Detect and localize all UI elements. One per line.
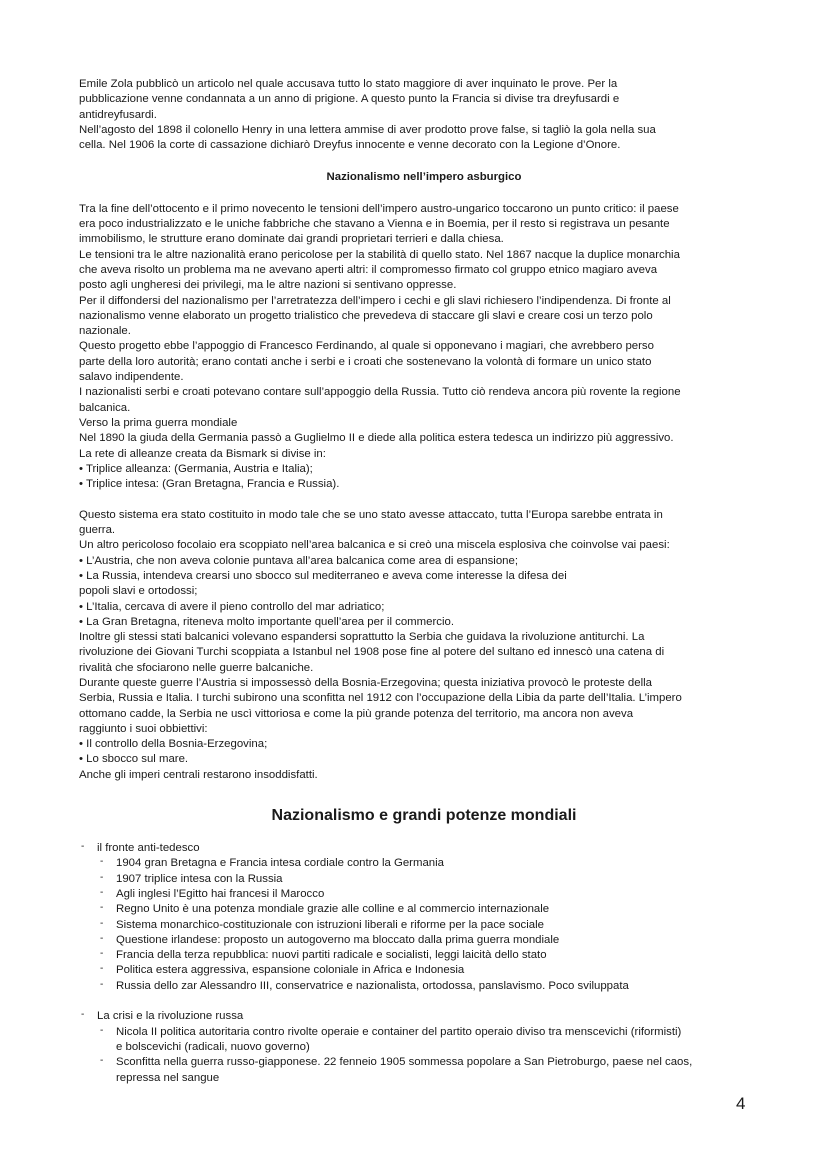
text-line: • Il controllo della Bosnia-Erzegovina;	[79, 738, 268, 751]
text-line: era poco industrializzato e le uniche fabbriche che stavano a Vienna e in Boemia, per il resto si registrava un pesante	[79, 218, 670, 231]
text-line: nazionale.	[79, 325, 131, 338]
sub-list-item	[79, 887, 769, 902]
text-line: Un altro pericoloso focolaio era scoppiato nell’area balcanica e si creò una miscela esplosiva che coinvolse vai paesi:	[79, 539, 670, 552]
sub-list-item-text: e bolscevichi (radicali, nuovo governo)	[116, 1040, 310, 1053]
text-line: cella. Nel 1906 la corte di cassazione dichiarò Dreyfus innocente e venne decorato con la Legione d’Onore.	[79, 139, 621, 152]
text-line: Emile Zola pubblicò un articolo nel quale accusava tutto lo stato maggiore di aver inquinato le prove. Per la	[79, 78, 618, 90]
text-line: • Triplice intesa: (Gran Bretagna, Francia e Russia).	[79, 478, 340, 491]
list-item	[79, 1009, 769, 1024]
dash-bullet-icon: -	[100, 1024, 104, 1036]
sub-list-item	[79, 948, 769, 963]
text-line: • La Gran Bretagna, riteneva molto importante quell’area per il commercio.	[79, 615, 454, 628]
dash-bullet-icon: -	[100, 932, 104, 944]
text-line: Per il diffondersi del nazionalismo per l’arretratezza dell’impero i cechi e gli slavi richiesero l’indipendenza. Di fronte al	[79, 294, 671, 307]
sub-list-item-text: Russia dello zar Alessandro III, conservatrice e nazionalista, ortodossa, panslavismo. Poco sviluppata	[116, 979, 629, 992]
text-line: Questo sistema era stato costituito in modo tale che se uno stato avesse attaccato, tutta l’Europa sarebbe entrata in	[79, 508, 663, 521]
dash-bullet-icon: -	[100, 871, 104, 883]
section-body-a	[79, 202, 769, 493]
sub-list-item	[79, 856, 769, 871]
text-line: Durante queste guerre l’Austria si impossessò della Bosnia-Erzegovina; questa iniziativa provocò le proteste della	[79, 676, 653, 689]
dash-bullet-icon: -	[100, 856, 104, 868]
text-line: nazionalismo venne elaborato un progetto trialistico che prevedeva di staccare gli slavi e creare cosi un terzo polo	[79, 309, 653, 322]
text-line: rivoluzione dei Giovani Turchi scoppiata a Istanbul nel 1908 pose fine al potere del sultano ed innescò una catena di	[79, 646, 665, 659]
sub-list-item	[79, 918, 769, 933]
text-line: I nazionalisti serbi e croati potevano contare sull’appoggio della Russia. Tutto ciò rendeva ancora più rovente la regione	[79, 386, 681, 399]
sub-list-item	[79, 1071, 769, 1086]
dash-bullet-icon: -	[81, 1009, 85, 1021]
text-line: Verso la prima guerra mondiale	[79, 416, 238, 429]
text-line: Anche gli imperi centrali restarono insoddisfatti.	[79, 768, 318, 781]
text-line: raggiunto i suoi obbiettivi:	[79, 722, 208, 735]
sub-list-item-text: Sistema monarchico-costituzionale con istruzioni liberali e riforme per la pace sociale	[116, 918, 544, 931]
text-line: • L’Austria, che non aveva colonie puntava all’area balcanica come area di espansione;	[79, 554, 519, 567]
sub-list-item-text: Questione irlandese: proposto un autogoverno ma bloccato dalla prima guerra mondiale	[116, 933, 560, 946]
dash-bullet-icon: -	[100, 902, 104, 914]
section-heading-potenze: Nazionalismo e grandi potenze mondiali	[271, 807, 577, 825]
sub-list-item-text: Agli inglesi l’Egitto hai francesi il Marocco	[116, 887, 325, 900]
text-line: balcanica.	[79, 401, 131, 414]
text-line: guerra.	[79, 524, 116, 537]
text-line: Questo progetto ebbe l’appoggio di Francesco Ferdinando, al quale si opponevano i magiari, che avrebbero perso	[79, 340, 654, 353]
document-page	[79, 77, 769, 1086]
sub-list-item-text: Regno Unito è una potenza mondiale grazie alle colline e al commercio internazionale	[116, 903, 550, 916]
text-line: popoli slavi e ortodossi;	[79, 585, 198, 598]
dash-bullet-icon: -	[100, 886, 104, 898]
text-line: • La Russia, intendeva crearsi uno sbocco sul mediterraneo e aveva come interesse la difesa dei	[79, 569, 567, 582]
text-line: Le tensioni tra le altre nazionalità erano pericolose per la stabilità di quello stato. Nel 1867 nacque la duplice monarchia	[79, 248, 680, 261]
dash-bullet-icon: -	[100, 1055, 104, 1067]
section-heading-asburgico: Nazionalismo nell’impero asburgico	[326, 171, 522, 184]
sub-list-item-text: Nicola II politica autoritaria contro rivolte operaie e container del partito operaio diviso tra menscevichi (riformisti)	[116, 1025, 682, 1038]
text-line: • Lo sbocco sul mare.	[79, 753, 189, 766]
text-line: • L’Italia, cercava di avere il pieno controllo del mar adriatico;	[79, 600, 385, 613]
text-line: immobilismo, le strutture erano dominate dai grandi proprietari terrieri e dalla chiesa.	[79, 233, 504, 246]
dash-bullet-icon: -	[100, 963, 104, 975]
text-line: La rete di alleanze creata da Bismark si divise in:	[79, 447, 326, 460]
text-line: antidreyfusardi.	[79, 108, 157, 121]
sub-list-item-text: Sconfitta nella guerra russo-giapponese. 22 fenneio 1905 sommessa popolare a San Pietroburgo, paese nel caos,	[116, 1056, 693, 1069]
sub-list-item-text: Politica estera aggressiva, espansione coloniale in Africa e Indonesia	[116, 964, 465, 977]
text-line: rivalità che sfociarono nelle guerre balcaniche.	[79, 661, 314, 674]
text-line: che aveva risolto un problema ma ne avevano aperti altri: il compromesso firmato col gruppo etnico magiaro aveva	[79, 263, 658, 276]
sub-list-item-text: Francia della terza repubblica: nuovi partiti radicale e socialisti, leggi laicità dello stato	[116, 949, 547, 962]
bullet-list	[79, 841, 769, 1086]
sub-list-item	[79, 1055, 769, 1070]
text-line: Tra la fine dell’ottocento e il primo novecento le tensioni dell’impero austro-ungarico toccarono un punto critico: il paese	[79, 202, 679, 215]
text-line: • Triplice alleanza: (Germania, Austria e Italia);	[79, 462, 313, 475]
text-line: ottomano cadde, la Serbia ne uscì vittoriosa e come la più grande potenza del territorio, ma ancora non aveva	[79, 707, 634, 720]
sub-list-item-text: 1907 triplice intesa con la Russia	[116, 872, 283, 885]
sub-list-item	[79, 1040, 769, 1055]
text-line: Serbia, Russia e Italia. I turchi subirono una sconfitta nel 1912 con l’occupazione della Libia da parte dell’Italia. L’impero	[79, 692, 682, 705]
page-number: 4	[736, 1094, 746, 1113]
dash-bullet-icon: -	[100, 948, 104, 960]
intro-paragraph	[79, 77, 769, 153]
dash-bullet-icon: -	[81, 841, 85, 853]
sub-list-item-text: repressa nel sangue	[116, 1071, 220, 1084]
dash-bullet-icon: -	[100, 917, 104, 929]
list-item-label: il fronte anti-tedesco	[97, 842, 200, 855]
text-line: posto agli ungheresi dei privilegi, ma le altre nazioni si sentivano oppresse.	[79, 279, 457, 292]
sub-list-item	[79, 979, 769, 994]
sub-list-item	[79, 1025, 769, 1040]
sub-list-item-text: 1904 gran Bretagna e Francia intesa cordiale contro la Germania	[116, 857, 444, 870]
text-line: pubblicazione venne condannata a un anno di prigione. A questo punto la Francia si divise tra dreyfusardi e	[79, 93, 620, 106]
list-item-label: La crisi e la rivoluzione russa	[97, 1010, 244, 1023]
text-line: Nel 1890 la giuda della Germania passò a Guglielmo II e diede alla politica estera tedesca un indirizzo più aggressivo.	[79, 432, 674, 445]
sub-list-item	[79, 872, 769, 887]
sub-list-item	[79, 933, 769, 948]
text-line: parte della loro autorità; erano contati anche i serbi e i croati che sostenevano la volontà di formare un unico stato	[79, 355, 652, 368]
sub-list-item	[79, 963, 769, 978]
list-item	[79, 841, 769, 856]
dash-bullet-icon: -	[100, 978, 104, 990]
text-line: salavo indipendente.	[79, 371, 184, 384]
text-line: Nell’agosto del 1898 il colonello Henry in una lettera ammise di aver prodotto prove false, si tagliò la gola nella sua	[79, 123, 656, 136]
text-line: Inoltre gli stessi stati balcanici volevano espandersi soprattutto la Serbia che guidava la rivoluzione antiturchi. La	[79, 631, 645, 644]
sub-list-item	[79, 902, 769, 917]
section-body-b	[79, 508, 769, 783]
